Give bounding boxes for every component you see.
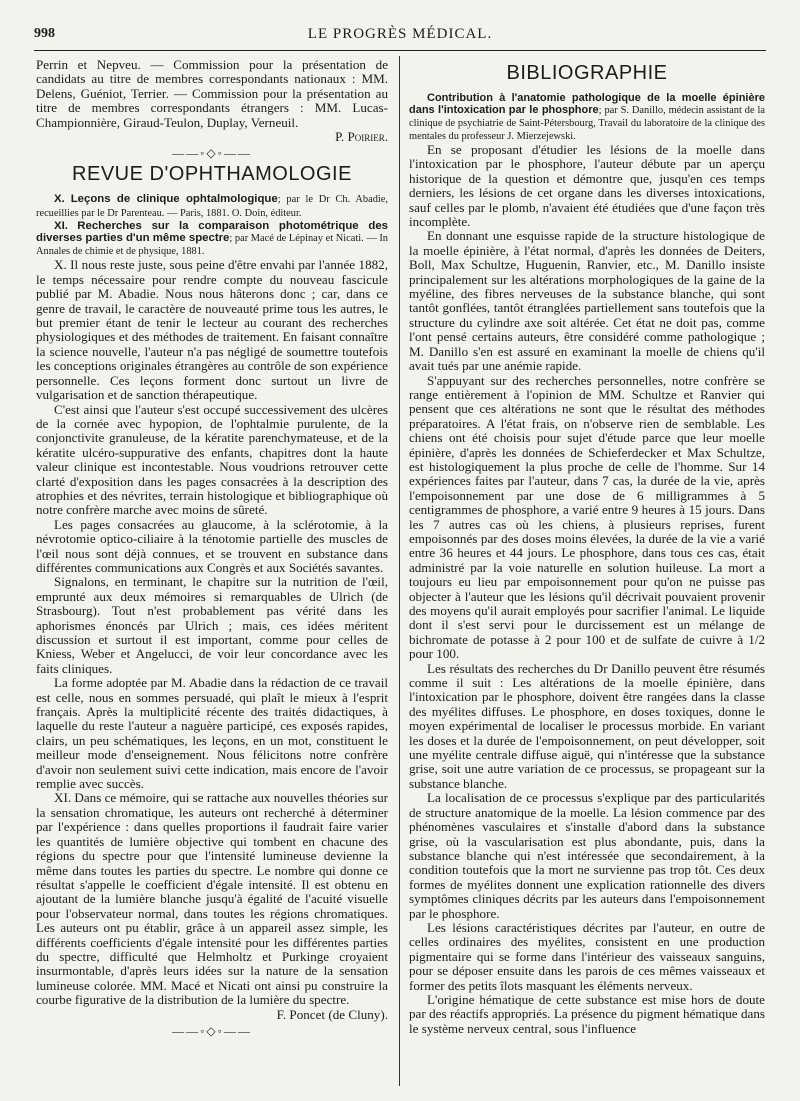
body-paragraph: C'est ainsi que l'auteur s'est occupé successivement des ulcères de la cornée avec hypopion, de l'ophtalmie purulente, de la conjonctivite granuleuse, de la kératite parenchymateuse, et de la kératite ulcéro-suppurative des enfants, chapitres dont la haute valeur clinique est incontestable. Nous voudrions retrouver cette clarté d'exposition dans les pages consacrées à la description des atrophies et des névrites, terrain histologique et bibliographique où notre confrère marche avec moins de sûreté.: [36, 401, 388, 518]
body-paragraph: En se proposant d'étudier les lésions de la moelle dans l'intoxication par le phosphore, l'auteur débute par un aperçu historique de la question et démontre que, jusqu'en ces temps derniers, les lésions de cet organe dans les diverses intoxications, sauf celles par le plomb, n'avaient été étudiées que d'une façon très incomplète.: [409, 142, 765, 230]
body-paragraph: En donnant une esquisse rapide de la structure histologique de la moelle épinière, à l'état normal, d'après les données de Deiters, Boll, Max Schultze, Huguenin, Ranvier, etc., M. Danillo insiste principalement sur les altérations morphologiques de la gaine de la myéline, des fibres nerveuses de la substance blanche, qui sont tantôt gonflées, tantôt étranglées partiellement sans toutefois que la structure du cylindre axe soit altérée. Cet état ne doit pas, comme l'ont pensé certains auteurs, être considéré comme pathologique ; M. Danillo s'en est assuré en examinant la moelle de chiens qu'il avait tués par une anémie rapide.: [409, 228, 765, 374]
body-paragraph: X. Il nous reste juste, sous peine d'être envahi par l'année 1882, le temps nécessaire pour rendre compte du nouveau fascicule publié par M. Abadie. Nous nous hâterons donc ; car, dans ce genre de travail, le caractère de nouveauté prime tous les autres, le but premier étant de tenir le lecteur au courant des recherches physiologiques et des méthodes de traitement. En faisant connaître la science nouvelle, l'auteur n'a pas négligé de soumettre toutefois les conceptions originales étrangères au contrôle de son expérience personnelle. Ces leçons forment donc surtout un livre de vulgarisation et de sanction thérapeutique.: [36, 257, 388, 403]
body-paragraph: La localisation de ce processus s'explique par des particularités de structure anatomique de la moelle. La lésion commence par des phénomènes vasculaires et s'installe d'abord dans la substance grise, où la vascularisation est plus abondante, puis, dans la substance blanche qui n'est intéressée que secondairement, à la condition toutefois que la mort ne survienne pas trop tôt. Ces deux formes de myélites donnent une explication rationnelle des divers symptômes cliniques décrits par les auteurs dans l'empoisonnement par le phosphore.: [409, 790, 765, 921]
body-paragraph: S'appuyant sur des recherches personnelles, notre confrère se range entièrement à l'opinion de MM. Schultze et Ranvier qui pensent que ces altérations ne sont que le résultat des méthodes préparatoires. A l'état frais, on n'observe rien de semblable. Les chiens ont été choisis pour sujet d'étude parce que leur moelle épinière, d'après les données de Schieferdecker et Max Schultze, est histologiquement la plus proche de celle de l'homme. Sur 14 expériences faites par l'auteur, dans 7 cas, la durée de la vie, après l'empoisonnement par une dose de 6 milligrammes à 5 centigrammes de phosphore, a varié entre 9 heures à 15 jours. Dans les 7 autres cas où les chiens, à plusieurs reprises, furent empoisonnés par des doses moins élevées, la durée de la vie a varié entre 36 heures et 44 jours. Le phosphore, dans tous ces cas, était administré par la voie naturelle en solution huileuse. La mort a toujours eu lieu par empoisonnement pour qu'on ne puisse pas objecter à l'auteur que les lésions qu'il décrivait pouvaient provenir des moyens qu'il aurait employés pour sacrifier l'animal. Le liquide dont il s'est servi pour le durcissement est un mélange de bichromate de potasse à 2 pour 100 et de sulfate de cuivre à 1/2 pour 100.: [409, 372, 765, 662]
review-entry-xi: [36, 220, 388, 259]
section-title-ophthalmology: REVUE D'OPHTHAMOLOGIE: [72, 163, 352, 186]
left-column: [36, 58, 388, 1041]
entry-x-number: X.: [54, 193, 65, 206]
body-paragraph: Les résultats des recherches du Dr Danillo peuvent être résumés comme il suit : Les altérations de la moelle épinière, dans l'intoxication par le phosphore, doivent être rangées dans la classe des myélites diffuses. Le phosphore, en doses toxiques, donne le moyen expérimental de localiser le processus morbide. En variant les doses et la durée de l'empoisonnement, on peut développer, soit une myélite centrale diffuse aiguë, qui n'intéresse que la substance grise, soit une autre variation de ce processus, se propageant sur la substance blanche.: [409, 660, 765, 791]
body-paragraph: Les pages consacrées au glaucome, à la sclérotomie, à la névrotomie optico-ciliaire à la ténotomie partielle des muscles de l'œil nous sont déjà connues, et se trouvent en substance dans différentes communications aux Congrès et aux Sociétés savantes.: [36, 516, 388, 575]
entry-xi-title: Recherches sur la comparaison photométrique des diverses parties d'un même spectre: [36, 219, 389, 245]
ornament-divider: ——◦◇◦——: [172, 146, 252, 161]
review-signature: F. Poncet (de Cluny).: [276, 1006, 388, 1022]
body-paragraph: Signalons, en terminant, le chapitre sur la nutrition de l'œil, emprunté aux deux mémoires si remarquables de Ulrich (de Strasbourg). Tout n'est probablement pas vérité dans les aphorismes énoncés par Ulrich ; mais, ces idées méritent discussion et surtout il est important, comme pour celles de Kniess, Weber et Angelucci, de voir leur concordance avec les faits cliniques.: [36, 574, 388, 676]
bottom-ornament: ——◦◇◦——: [172, 1023, 252, 1038]
right-column: [409, 58, 765, 1036]
entry-xi-description: ; par Macé de Lépinay et Nicati. — In Annales de chimie et de physique, 1881.: [36, 233, 388, 258]
entry-x-title: Leçons de clinique ophtalmologique: [70, 193, 278, 206]
running-title: LE PROGRÈS MÉDICAL.: [307, 26, 493, 42]
bibliography-entry: [409, 92, 765, 143]
intro-signature: P. Poirier.: [335, 129, 388, 145]
bibliography-entry-title: Contribution à l'anatomie pathologique de la moelle épinière dans l'intoxication par le phosphore: [409, 92, 765, 116]
intro-paragraph: Perrin et Nepveu. — Commission pour la présentation de candidats au titre de membres correspondants nationaux : MM. Delens, Guéniot, Terrier. — Commission pour la présentation au titre de membres correspondants étrangers : MM. Lucas-Championnière, Giraud-Teulon, Duplay, Verneuil.: [36, 57, 388, 130]
body-paragraph: Les lésions caractéristiques décrites par l'auteur, en outre de celles ordinaires des myélites, consistent en une production pigmentaire qui se forme dans l'intérieur des vaisseaux sanguins, pour se déposer ensuite dans les parois de ces mêmes vaisseaux et former des petits îlots masquant les éléments nerveux.: [409, 919, 765, 993]
body-paragraph: XI. Dans ce mémoire, qui se rattache aux nouvelles théories sur la sensation chromatique, les auteurs ont recherché à déterminer par l'expérience : dans quelles proportions il faudrait faire varier les quantités de lumière objective qui tombent en chacune des régions du spectre pour que l'intensité lumineuse devienne la même dans toutes les parties du spectre. Le nombre qui donne ce résultat s'appelle le coefficient d'égale intensité. Il est obtenu en ajoutant de la lumière blanche jusqu'à égalité de l'acuité visuelle pour l'observateur normal, dans toutes les régions chromatiques. Les auteurs ont pu établir, grâce à un appareil assez simple, les différents coefficients d'égale intensité pour les différentes parties du spectre, difficulté que Helmholtz et Purkinge croyaient insurmontable, d'après leurs idées sur la nature de la sensation lumineuse colorée. MM. Macé et Nicati ont ainsi pu construire la courbe figurative de la distribution de la lumière du spectre.: [36, 790, 388, 1008]
page-header: [34, 22, 766, 46]
entry-xi-number: XI.: [54, 219, 68, 232]
body-paragraph: L'origine hématique de cette substance est mise hors de doute par des réactifs appropriés. La présence du pigment hématique dans le système nerveux central, sous l'influence: [409, 991, 765, 1036]
entry-x-description: ; par le Dr Ch. Abadie, recueillies par le Dr Parenteau. — Paris, 1881. O. Doin, éditeur.: [36, 194, 389, 219]
body-paragraph: La forme adoptée par M. Abadie dans la rédaction de ce travail est celle, nous en sommes persuadé, qui plaît le mieux à l'esprit français. Après la multiplicité récente des traités didactiques, à laquelle du reste l'auteur a naguère participé, ces exposés rapides, clairs, un peu schématiques, les leçons, en un mot, constituent le meilleur mode d'enseignement. Nous félicitons notre confrère d'avoir non seulement suivi cette indication, mais encore de l'avoir remplie avec succès.: [36, 675, 388, 792]
bibliography-entry-description: ; par S. Danillo, médecin assistant de la clinique de psychiatrie de Saint-Pétersbourg, Travail du laboratoire de la clinique des mentales du professeur J. Mierzejewski.: [409, 105, 765, 142]
section-title-bibliography: BIBLIOGRAPHIE: [506, 62, 668, 84]
page-number: 998: [34, 26, 55, 41]
header-rule: [34, 50, 766, 51]
column-divider: [399, 56, 400, 1086]
review-entry-x: [36, 193, 388, 219]
